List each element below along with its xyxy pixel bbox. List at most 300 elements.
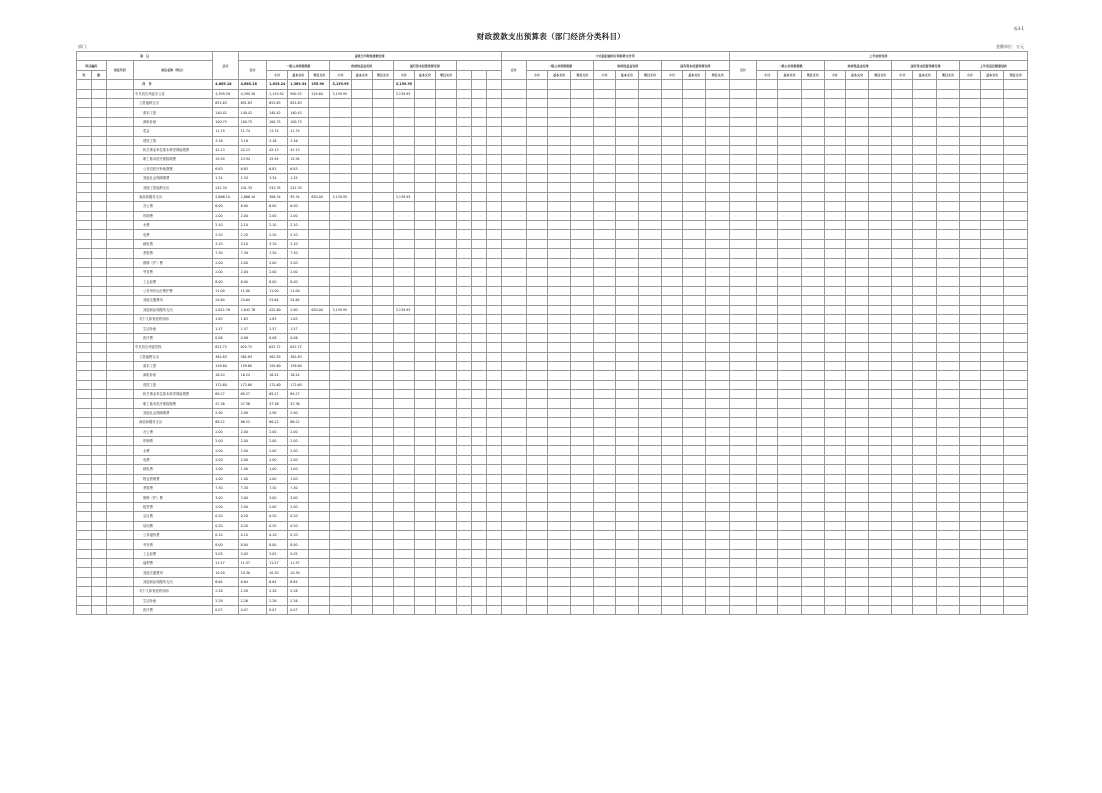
empty-cell: [457, 390, 472, 399]
header-g3-returned-sub: 小计: [959, 70, 980, 79]
empty-cell: [936, 343, 959, 352]
empty-cell: [372, 418, 393, 427]
empty-cell: [845, 145, 868, 154]
empty-cell: [457, 549, 472, 558]
empty-cell: [845, 606, 868, 615]
empty-cell: [801, 483, 824, 492]
empty-cell: [757, 606, 778, 615]
empty-cell: [959, 371, 980, 380]
row-value: 2,666.10: [238, 192, 267, 201]
empty-cell: [801, 324, 824, 333]
empty-cell: [892, 89, 913, 98]
row-value: 3,139.95: [330, 80, 351, 89]
empty-cell: [77, 239, 92, 248]
row-value: 2.00: [238, 427, 267, 436]
empty-cell: [824, 493, 845, 502]
row-name: 维修（护）费: [134, 493, 213, 502]
row-value: 2.00: [213, 211, 238, 220]
empty-cell: [526, 164, 547, 173]
row-value: 24.64: [213, 296, 238, 305]
table-row: [77, 418, 1028, 427]
empty-cell: [77, 361, 92, 370]
empty-cell: [913, 577, 936, 586]
row-value: 2.00: [267, 211, 288, 220]
empty-cell: [757, 98, 778, 107]
empty-cell: [91, 587, 106, 596]
empty-cell: [824, 371, 845, 380]
header-g3-general-project: 项目支出: [801, 70, 824, 79]
row-value: [351, 230, 372, 239]
empty-cell: [662, 465, 683, 474]
empty-cell: [778, 221, 801, 230]
row-value: 11.74: [288, 127, 309, 136]
empty-cell: [757, 343, 778, 352]
row-value: 2.00: [267, 455, 288, 464]
empty-cell: [778, 540, 801, 549]
row-value: [393, 324, 414, 333]
empty-cell: [594, 174, 615, 183]
empty-cell: [615, 408, 638, 417]
row-value: [309, 596, 330, 605]
empty-cell: [501, 418, 526, 427]
empty-cell: [414, 164, 435, 173]
row-value: 6.00: [267, 202, 288, 211]
empty-cell: [414, 559, 435, 568]
empty-cell: [435, 305, 456, 314]
empty-cell: [372, 249, 393, 258]
empty-cell: [869, 145, 892, 154]
empty-cell: [486, 530, 501, 539]
empty-cell: [471, 380, 486, 389]
empty-cell: [845, 230, 868, 239]
empty-cell: [913, 174, 936, 183]
empty-cell: [594, 361, 615, 370]
empty-cell: [106, 427, 133, 436]
empty-cell: [615, 183, 638, 192]
row-value: 7.30: [267, 483, 288, 492]
empty-cell: [1004, 418, 1028, 427]
empty-cell: [435, 399, 456, 408]
empty-cell: [706, 474, 729, 483]
empty-cell: [662, 530, 683, 539]
empty-cell: [372, 437, 393, 446]
empty-cell: [91, 108, 106, 117]
empty-cell: [526, 145, 547, 154]
empty-cell: [457, 559, 472, 568]
empty-cell: [824, 314, 845, 323]
empty-cell: [414, 502, 435, 511]
empty-cell: [869, 483, 892, 492]
empty-cell: [869, 352, 892, 361]
empty-cell: [457, 174, 472, 183]
empty-cell: [959, 80, 980, 89]
empty-cell: [106, 418, 133, 427]
empty-cell: [892, 145, 913, 154]
empty-cell: [457, 258, 472, 267]
header-group-1: 省级当年财政拨款安排: [238, 52, 501, 61]
empty-cell: [1004, 568, 1028, 577]
empty-cell: [91, 136, 106, 145]
empty-cell: [372, 390, 393, 399]
row-value: [393, 202, 414, 211]
table-row: [77, 89, 1028, 98]
empty-cell: [77, 577, 92, 586]
empty-cell: [638, 399, 661, 408]
empty-cell: [936, 446, 959, 455]
empty-cell: [913, 155, 936, 164]
table-row: [77, 117, 1028, 126]
empty-cell: [571, 145, 594, 154]
empty-cell: [683, 474, 706, 483]
empty-cell: [571, 465, 594, 474]
empty-cell: [959, 314, 980, 323]
empty-cell: [501, 502, 526, 511]
empty-cell: [913, 267, 936, 276]
row-value: 1.00: [238, 465, 267, 474]
empty-cell: [778, 587, 801, 596]
empty-cell: [486, 427, 501, 436]
empty-cell: [981, 136, 1004, 145]
empty-cell: [869, 258, 892, 267]
row-name: 奖金: [134, 127, 213, 136]
row-value: [393, 117, 414, 126]
row-value: 1.00: [288, 474, 309, 483]
empty-cell: [778, 559, 801, 568]
empty-cell: [869, 502, 892, 511]
empty-cell: [1004, 502, 1028, 511]
empty-cell: [548, 568, 571, 577]
empty-cell: [638, 211, 661, 220]
table-row: [77, 437, 1028, 446]
empty-cell: [372, 483, 393, 492]
empty-cell: [471, 286, 486, 295]
empty-cell: [435, 390, 456, 399]
empty-cell: [615, 380, 638, 389]
row-value: 306.34: [267, 192, 288, 201]
empty-cell: [824, 512, 845, 521]
empty-cell: [501, 174, 526, 183]
row-value: 2.00: [288, 437, 309, 446]
row-name: 培训费: [134, 521, 213, 530]
header-g1-blank: [457, 61, 501, 70]
row-value: [309, 549, 330, 558]
empty-cell: [526, 211, 547, 220]
empty-cell: [106, 117, 133, 126]
empty-cell: [486, 455, 501, 464]
empty-cell: [706, 399, 729, 408]
empty-cell: [706, 183, 729, 192]
header-unit-code: 单位代码: [106, 61, 133, 80]
row-value: 2.90: [288, 408, 309, 417]
empty-cell: [594, 474, 615, 483]
row-value: 42.13: [213, 145, 238, 154]
empty-cell: [414, 192, 435, 201]
empty-cell: [372, 502, 393, 511]
empty-cell: [526, 540, 547, 549]
empty-cell: [869, 465, 892, 474]
empty-cell: [548, 493, 571, 502]
empty-cell: [778, 117, 801, 126]
empty-cell: [913, 258, 936, 267]
empty-cell: [372, 333, 393, 342]
empty-cell: [913, 587, 936, 596]
row-value: [351, 145, 372, 154]
empty-cell: [981, 352, 1004, 361]
empty-cell: [615, 493, 638, 502]
empty-cell: [824, 230, 845, 239]
row-name: 中共昌吉州委党校: [134, 343, 213, 352]
row-value: 159.60: [213, 361, 238, 370]
row-value: 229.60: [309, 89, 330, 98]
row-value: [393, 549, 414, 558]
empty-cell: [913, 390, 936, 399]
empty-cell: [457, 427, 472, 436]
row-value: 241.35: [213, 183, 238, 192]
row-value: 0.07: [288, 606, 309, 615]
row-value: [393, 493, 414, 502]
empty-cell: [638, 296, 661, 305]
row-value: [330, 324, 351, 333]
header-kind: 款: [91, 70, 106, 79]
empty-cell: [959, 437, 980, 446]
empty-cell: [501, 399, 526, 408]
row-value: [309, 136, 330, 145]
empty-cell: [1004, 202, 1028, 211]
empty-cell: [501, 540, 526, 549]
empty-cell: [615, 230, 638, 239]
empty-cell: [801, 80, 824, 89]
empty-cell: [571, 408, 594, 417]
empty-cell: [729, 202, 756, 211]
empty-cell: [615, 108, 638, 117]
row-value: 3.16: [213, 136, 238, 145]
row-value: 3.00: [288, 493, 309, 502]
empty-cell: [729, 474, 756, 483]
empty-cell: [706, 249, 729, 258]
row-name: 其他交通费用: [134, 296, 213, 305]
row-value: [309, 98, 330, 107]
empty-cell: [615, 577, 638, 586]
row-value: 6.64: [238, 577, 267, 586]
table-row: [77, 465, 1028, 474]
empty-cell: [615, 465, 638, 474]
empty-cell: [801, 512, 824, 521]
empty-cell: [372, 577, 393, 586]
row-name: 会议费: [134, 512, 213, 521]
empty-cell: [486, 333, 501, 342]
empty-cell: [77, 117, 92, 126]
empty-cell: [959, 427, 980, 436]
empty-cell: [372, 286, 393, 295]
empty-cell: [936, 474, 959, 483]
row-value: [351, 446, 372, 455]
empty-cell: [959, 361, 980, 370]
empty-cell: [414, 136, 435, 145]
empty-cell: [372, 474, 393, 483]
empty-cell: [594, 530, 615, 539]
row-value: [351, 540, 372, 549]
empty-cell: [435, 437, 456, 446]
empty-cell: [372, 530, 393, 539]
empty-cell: [77, 371, 92, 380]
table-row: [77, 587, 1028, 596]
empty-cell: [1004, 587, 1028, 596]
empty-cell: [845, 296, 868, 305]
empty-cell: [824, 202, 845, 211]
row-value: 7.30: [238, 249, 267, 258]
empty-cell: [801, 493, 824, 502]
empty-cell: [1004, 549, 1028, 558]
empty-cell: [414, 587, 435, 596]
empty-cell: [106, 577, 133, 586]
empty-cell: [457, 502, 472, 511]
empty-cell: [706, 483, 729, 492]
row-value: [309, 127, 330, 136]
empty-cell: [936, 521, 959, 530]
empty-cell: [824, 183, 845, 192]
empty-cell: [571, 80, 594, 89]
empty-cell: [548, 221, 571, 230]
empty-cell: [683, 286, 706, 295]
empty-cell: [414, 474, 435, 483]
empty-cell: [778, 530, 801, 539]
empty-cell: [414, 493, 435, 502]
row-value: [351, 286, 372, 295]
empty-cell: [913, 221, 936, 230]
empty-cell: [845, 483, 868, 492]
empty-cell: [501, 192, 526, 201]
empty-cell: [869, 512, 892, 521]
empty-cell: [706, 540, 729, 549]
empty-cell: [706, 136, 729, 145]
row-value: [393, 446, 414, 455]
empty-cell: [615, 202, 638, 211]
empty-cell: [959, 512, 980, 521]
empty-cell: [571, 286, 594, 295]
empty-cell: [959, 239, 980, 248]
row-value: [309, 221, 330, 230]
empty-cell: [77, 305, 92, 314]
empty-cell: [594, 183, 615, 192]
empty-cell: [594, 380, 615, 389]
row-value: [351, 427, 372, 436]
empty-cell: [501, 606, 526, 615]
empty-cell: [801, 249, 824, 258]
empty-cell: [457, 343, 472, 352]
row-value: 172.60: [288, 380, 309, 389]
empty-cell: [106, 202, 133, 211]
row-value: [309, 211, 330, 220]
empty-cell: [106, 221, 133, 230]
empty-cell: [471, 568, 486, 577]
empty-cell: [801, 559, 824, 568]
empty-cell: [571, 324, 594, 333]
empty-cell: [845, 98, 868, 107]
empty-cell: [662, 108, 683, 117]
empty-cell: [936, 80, 959, 89]
empty-cell: [106, 89, 133, 98]
empty-cell: [936, 145, 959, 154]
row-value: [393, 174, 414, 183]
empty-cell: [845, 117, 868, 126]
empty-cell: [981, 418, 1004, 427]
empty-cell: [594, 305, 615, 314]
empty-cell: [457, 117, 472, 126]
empty-cell: [457, 98, 472, 107]
row-value: [393, 521, 414, 530]
row-value: [330, 587, 351, 596]
row-value: 362.83: [213, 352, 238, 361]
empty-cell: [936, 239, 959, 248]
row-value: 2.00: [238, 455, 267, 464]
empty-cell: [729, 239, 756, 248]
table-row: [77, 127, 1028, 136]
empty-cell: [372, 239, 393, 248]
empty-cell: [106, 239, 133, 248]
row-value: 7.30: [213, 249, 238, 258]
empty-cell: [77, 249, 92, 258]
empty-cell: [471, 145, 486, 154]
empty-cell: [615, 305, 638, 314]
empty-cell: [571, 549, 594, 558]
empty-cell: [706, 221, 729, 230]
empty-cell: [981, 117, 1004, 126]
empty-cell: [526, 474, 547, 483]
empty-cell: [683, 305, 706, 314]
empty-cell: [615, 155, 638, 164]
empty-cell: [486, 390, 501, 399]
empty-cell: [471, 117, 486, 126]
empty-cell: [757, 108, 778, 117]
empty-cell: [486, 183, 501, 192]
empty-cell: [414, 465, 435, 474]
empty-cell: [1004, 380, 1028, 389]
empty-cell: [778, 258, 801, 267]
empty-cell: [77, 267, 92, 276]
empty-cell: [435, 427, 456, 436]
empty-cell: [778, 314, 801, 323]
empty-cell: [824, 606, 845, 615]
empty-cell: [981, 512, 1004, 521]
empty-cell: [414, 80, 435, 89]
empty-cell: [892, 540, 913, 549]
row-value: 7.30: [213, 483, 238, 492]
empty-cell: [757, 474, 778, 483]
empty-cell: [414, 314, 435, 323]
row-value: 1.00: [288, 465, 309, 474]
empty-cell: [936, 596, 959, 605]
empty-cell: [729, 380, 756, 389]
empty-cell: [526, 230, 547, 239]
empty-cell: [638, 380, 661, 389]
empty-cell: [778, 80, 801, 89]
header-g3-returned-project: 项目支出: [1004, 70, 1028, 79]
empty-cell: [501, 408, 526, 417]
row-value: 1,625.24: [267, 80, 288, 89]
empty-cell: [801, 606, 824, 615]
empty-cell: [981, 183, 1004, 192]
empty-cell: [526, 465, 547, 474]
empty-cell: [106, 530, 133, 539]
row-value: 3,139.95: [330, 89, 351, 98]
empty-cell: [729, 540, 756, 549]
empty-cell: [571, 174, 594, 183]
empty-cell: [548, 418, 571, 427]
empty-cell: [548, 155, 571, 164]
empty-cell: [778, 455, 801, 464]
empty-cell: [892, 267, 913, 276]
empty-cell: [683, 427, 706, 436]
